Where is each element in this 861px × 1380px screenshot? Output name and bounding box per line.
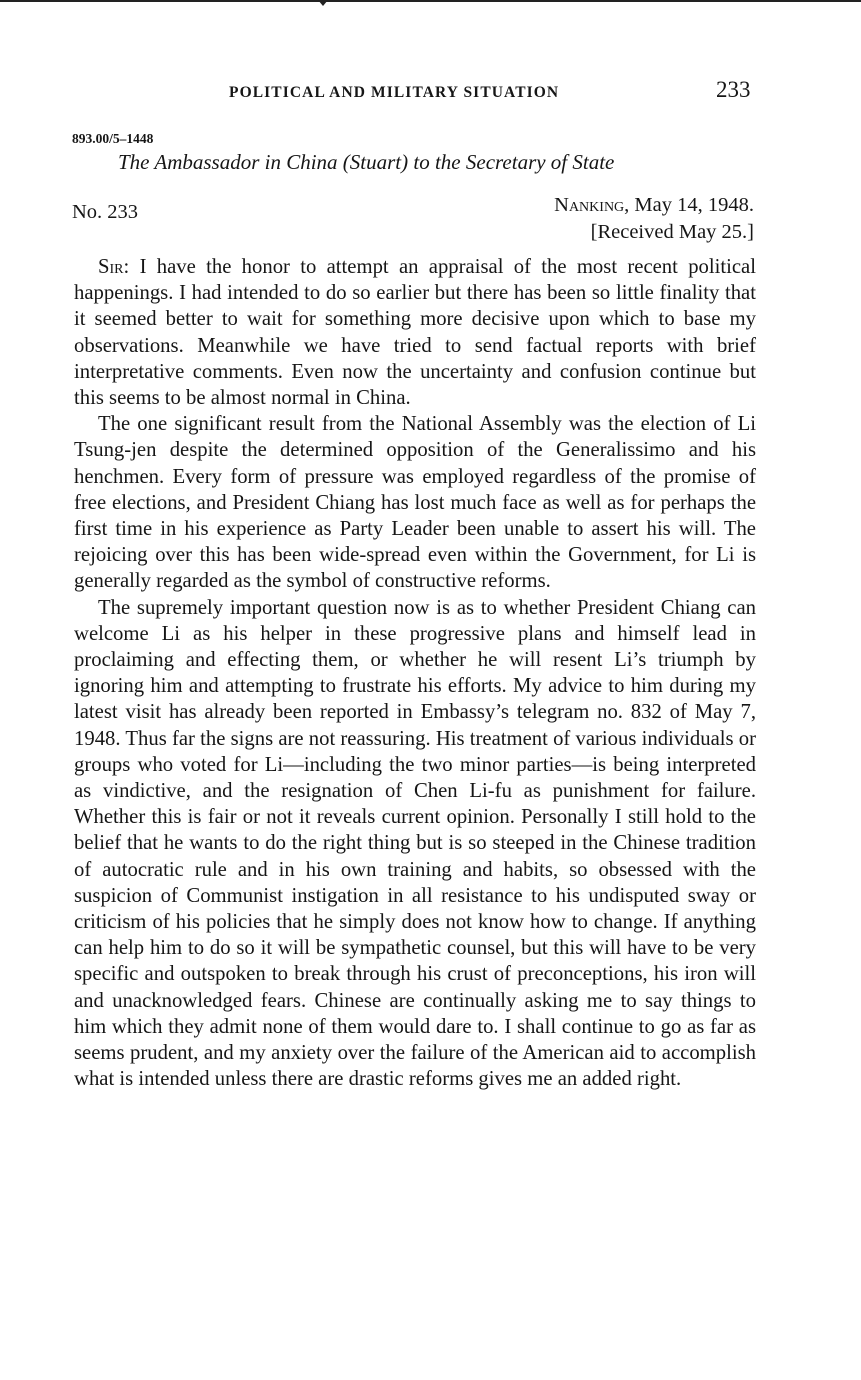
document-title: The Ambassador in China (Stuart) to the Secretary of State (118, 150, 615, 174)
file-number: 893.00/5–1448 (72, 131, 154, 146)
page-number: 233 (716, 77, 751, 102)
body-paragraph (74, 254, 756, 411)
document-number: No. 233 (72, 201, 139, 223)
dateline-date: May 14, 1948. (629, 194, 754, 216)
received-date: [Received May 25.] (590, 221, 754, 243)
running-head: POLITICAL AND MILITARY SITUATION (229, 84, 560, 101)
dateline-place: Nanking, (554, 194, 630, 216)
body-paragraph: The supremely important question now is as to whether President Chiang can welcome Li as his helper in these progressive plans and himself lead in proclaiming and effecting them, or whether he will resent Li’s triumph by ignoring him and attempting to frustrate his efforts. My advice to him during my latest visit has already been reported in Embassy’s telegram no. 832 of May 7, 1948. Thus far the signs are not reassuring. His treatment of various individuals or groups who voted for Li—including the two minor parties—is being interpreted as vindictive, and the resignation of Chen Li-fu as punishment for failure. Whether this is fair or not it reveals current opinion. Personally I still hold to the belief that he wants to do the right thing but is so steeped in the Chinese tradition of autocratic rule and in his own training and habits, so obsessed with the suspicion of Communist instigation in all resistance to his undisputed sway or criticism of his policies that he simply does not know how to change. If anything can help him to do so it will be sympathetic counsel, but this will have to be very specific and outspoken to break through his crust of preconceptions, his iron will and unacknowledged fears. Chinese are continually asking me to say things to him which they admit none of them would dare to. I shall continue to go as far as seems prudent, and my anxiety over the failure of the American aid to accomplish what is intended unless there are drastic reforms gives me an added right. (74, 596, 756, 1091)
body-paragraph: The one significant result from the National Assembly was the election of Li Tsung-jen despite the determined opposition of the Generalissimo and his henchmen. Every form of pressure was employed regardless of the promise of free elections, and President Chiang has lost much face as well as for perhaps the first time in his experience as Party Leader been unable to assert his will. The rejoicing over this has been wide-spread even within the Government, for Li is generally regarded as the symbol of constructive reforms. (74, 413, 756, 593)
salutation: Sir: (98, 256, 130, 278)
letter-body (74, 254, 756, 1093)
dateline (554, 194, 754, 217)
top-edge-mark (318, 0, 328, 6)
top-edge-rule (0, 0, 861, 2)
paragraph-text: I have the honor to attempt an appraisal of the most recent political happenings. I had intended to do so earlier but there has been so little finality that it seemed better to wait for something more decisive upon which to base my observations. Meanwhile we have tried to send factual reports with brief interpretative comments. Even now the uncertainty and confusion continue but this seems to be almost normal in China. (74, 256, 756, 410)
